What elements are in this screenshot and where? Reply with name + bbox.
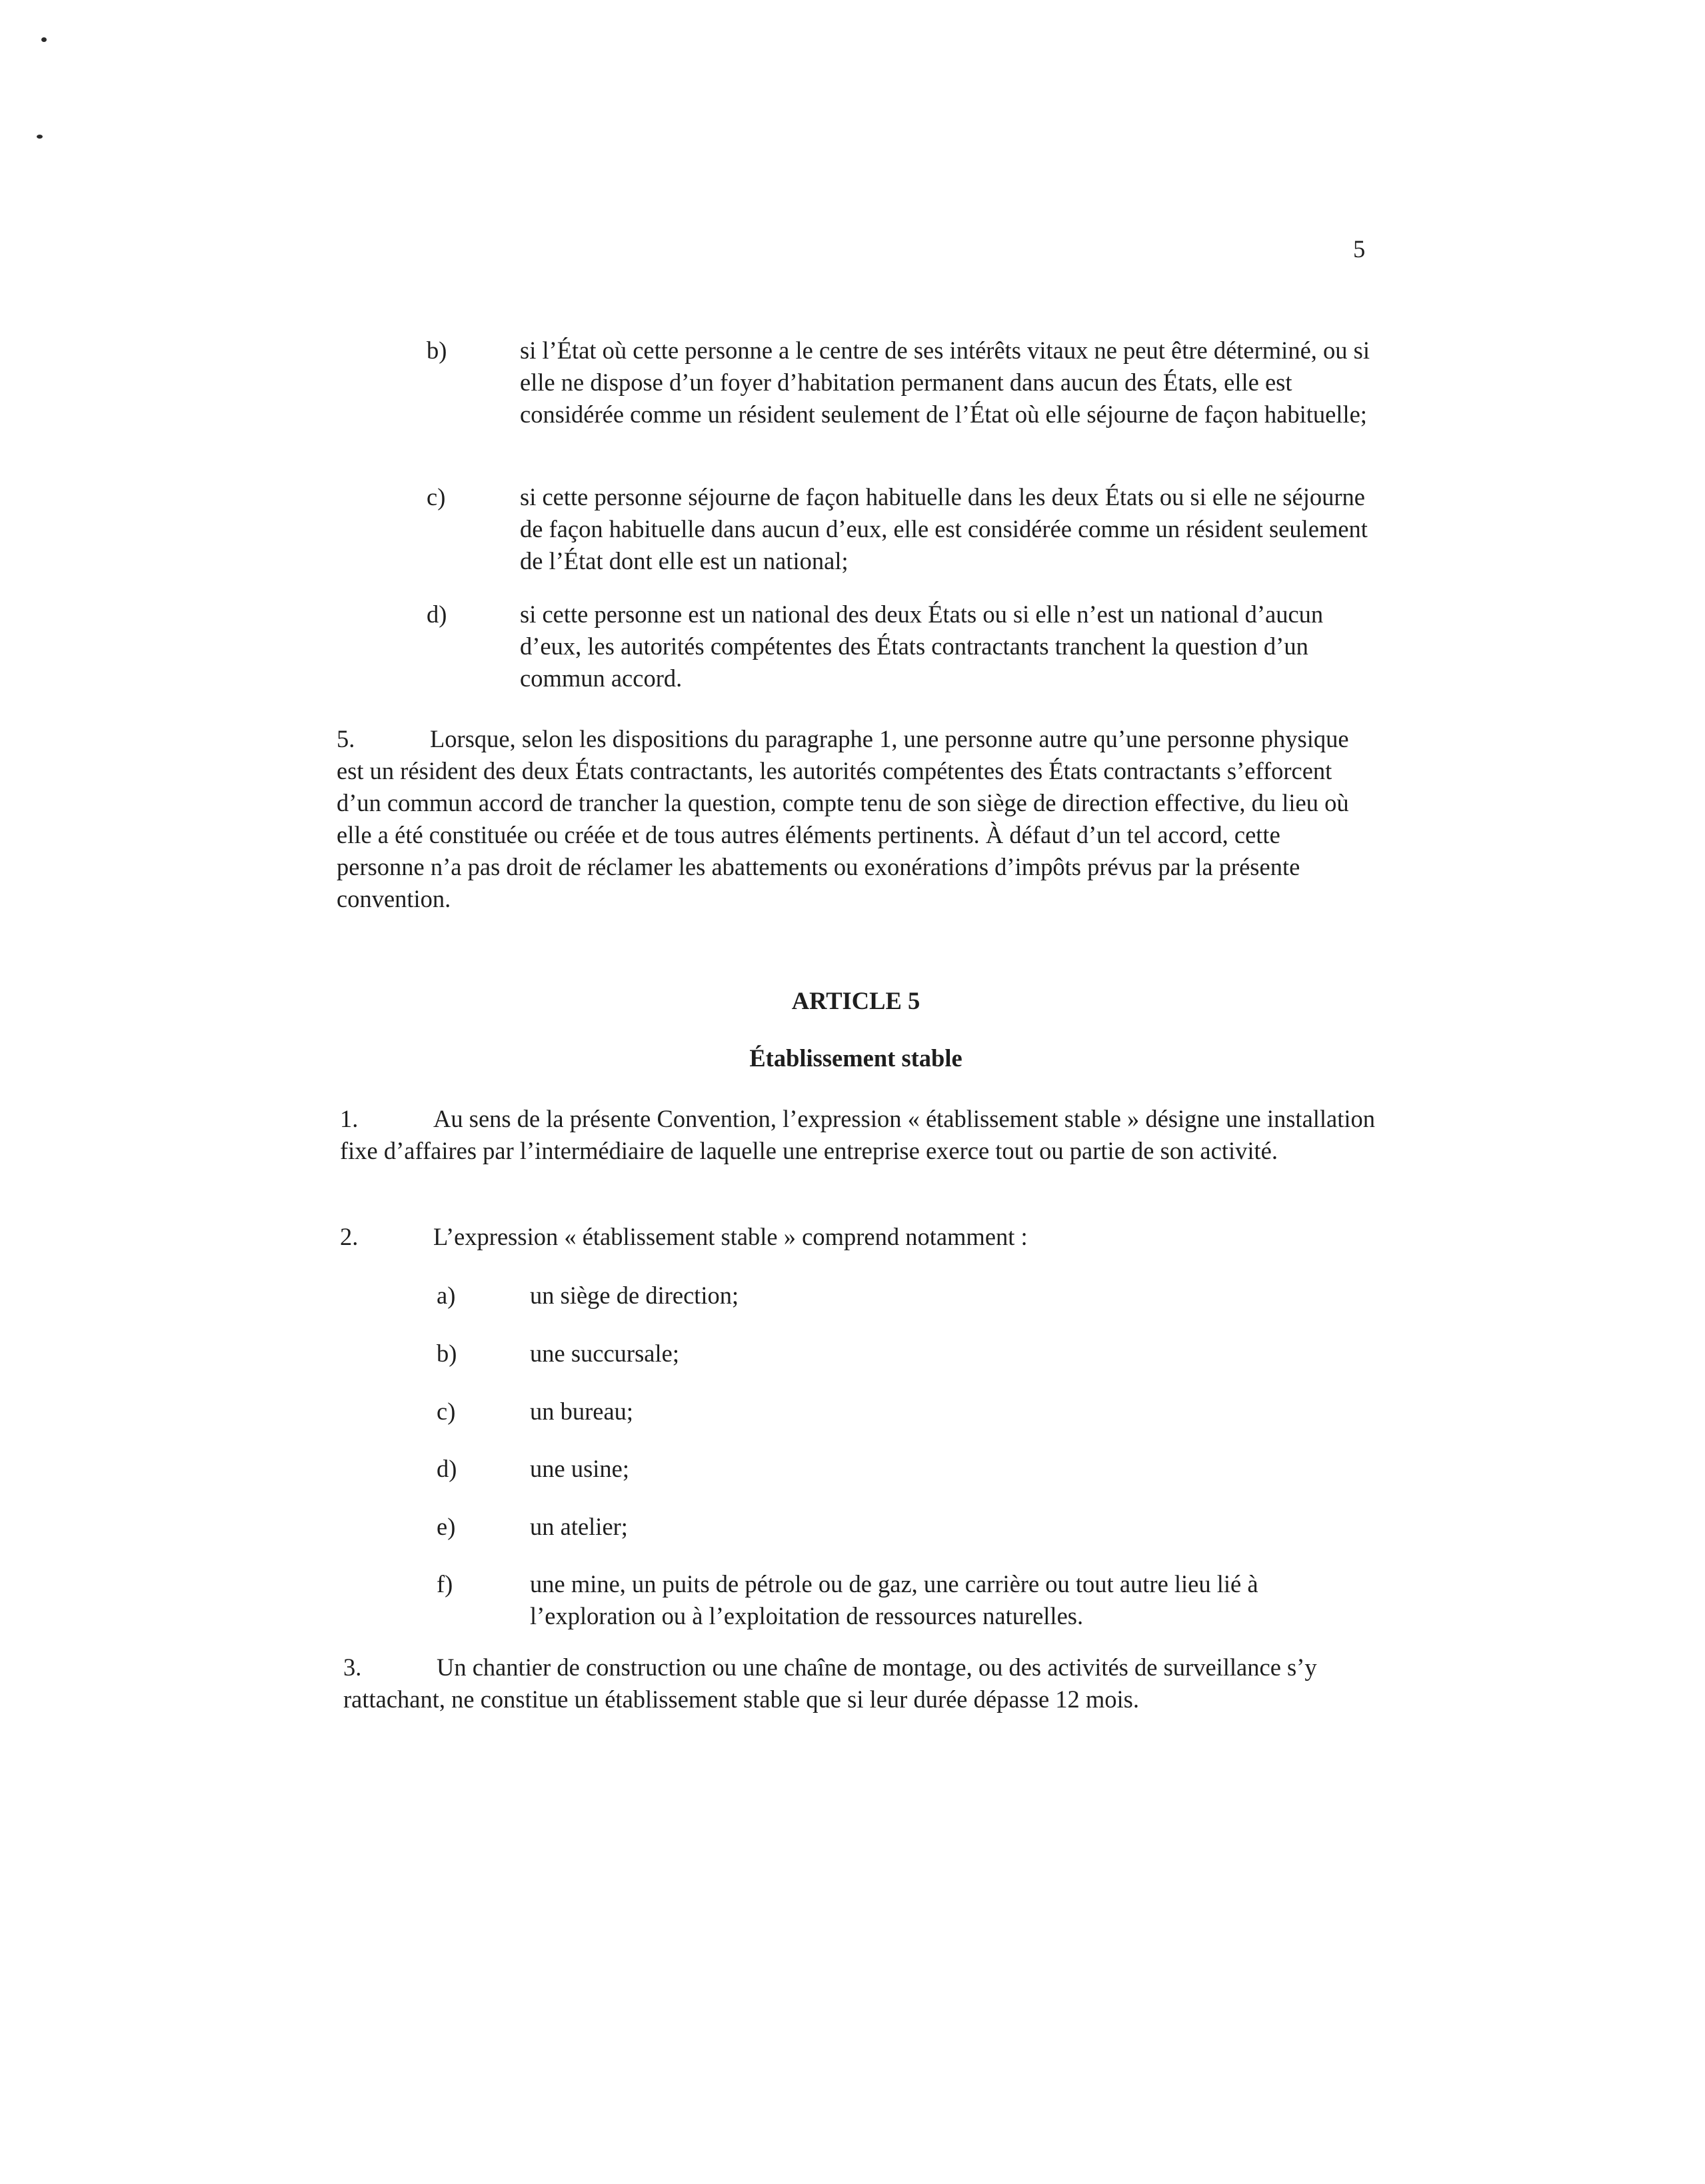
list-item xyxy=(437,1453,1383,1485)
list-item-text: si cette personne séjourne de façon habituelle dans les deux États ou si elle ne séjourne de façon habituelle dans aucun d’eux, elle est considérée comme un résident seulement de l’État dont elle est un national; xyxy=(520,483,1368,574)
list-item-text: une usine; xyxy=(530,1455,630,1482)
page-number: 5 xyxy=(1353,235,1366,263)
paragraph xyxy=(340,1103,1376,1167)
scan-speck xyxy=(41,37,47,42)
list-item-text: si l’État où cette personne a le centre de ses intérêts vitaux ne peut être déterminé, ou si elle ne dispose d’un foyer d’habitation permanent dans aucun des États, elle est considérée comme un résident seulement de l’État où elle séjourne de façon habituelle; xyxy=(520,337,1370,428)
list-item xyxy=(437,1280,1383,1312)
paragraph xyxy=(343,1651,1383,1715)
list-marker: d) xyxy=(437,1455,457,1482)
list-item xyxy=(427,598,1373,694)
list-item-text: une mine, un puits de pétrole ou de gaz, une carrière ou tout autre lieu lié à l’exploration ou à l’exploitation de ressources naturelles. xyxy=(530,1570,1258,1630)
list-item-text: si cette personne est un national des deux États ou si elle n’est un national d’aucun d’eux, les autorités compétentes des États contractants tranchent la question d’un commun accord. xyxy=(520,600,1324,692)
list-marker: c) xyxy=(437,1398,456,1425)
paragraph-number: 5. xyxy=(337,725,355,752)
paragraph-number: 1. xyxy=(340,1105,359,1132)
list-marker: a) xyxy=(437,1282,456,1309)
scan-speck xyxy=(37,135,43,139)
list-item xyxy=(427,335,1373,431)
paragraph-number: 3. xyxy=(343,1653,362,1681)
list-marker: b) xyxy=(427,337,447,364)
list-item-text: une succursale; xyxy=(530,1340,679,1367)
list-item xyxy=(427,481,1373,577)
paragraph-text: Lorsque, selon les dispositions du paragraphe 1, une personne autre qu’une personne physique est un résident des deux États contractants, les autorités compétentes des États contractants s’efforcent d’un commun accord de trancher la question, compte tenu de son siège de direction effective, du lieu où elle a été constituée ou créée et de tous autres éléments pertinents. À défaut d’un tel accord, cette personne n’a pas droit de réclamer les abattements ou exonérations d’impôts prévus par la présente convention. xyxy=(337,725,1349,912)
list-marker: f) xyxy=(437,1570,453,1598)
list-item xyxy=(437,1568,1383,1632)
paragraph xyxy=(337,723,1373,915)
list-marker: d) xyxy=(427,600,447,628)
list-marker: c) xyxy=(427,483,446,511)
list-item-text: un bureau; xyxy=(530,1398,634,1425)
paragraph-number: 2. xyxy=(340,1223,359,1250)
list-item xyxy=(437,1338,1383,1370)
paragraph-text: Au sens de la présente Convention, l’expression « établissement stable » désigne une installation fixe d’affaires par l’intermédiaire de laquelle une entreprise exerce tout ou partie de son activité. xyxy=(340,1105,1376,1164)
paragraph xyxy=(340,1221,1376,1253)
list-item-text: un atelier; xyxy=(530,1513,628,1540)
list-item xyxy=(437,1396,1383,1428)
paragraph-text: L’expression « établissement stable » comprend notamment : xyxy=(433,1223,1028,1250)
list-marker: b) xyxy=(437,1340,457,1367)
list-marker: e) xyxy=(437,1513,456,1540)
list-item-text: un siège de direction; xyxy=(530,1282,739,1309)
article-title: ARTICLE 5 xyxy=(791,987,920,1014)
paragraph-text: Un chantier de construction ou une chaîne de montage, ou des activités de surveillance s’y rattachant, ne constitue un établissement stable que si leur durée dépasse 12 mois. xyxy=(343,1653,1317,1713)
article-subtitle: Établissement stable xyxy=(749,1044,962,1072)
list-item xyxy=(437,1511,1383,1543)
